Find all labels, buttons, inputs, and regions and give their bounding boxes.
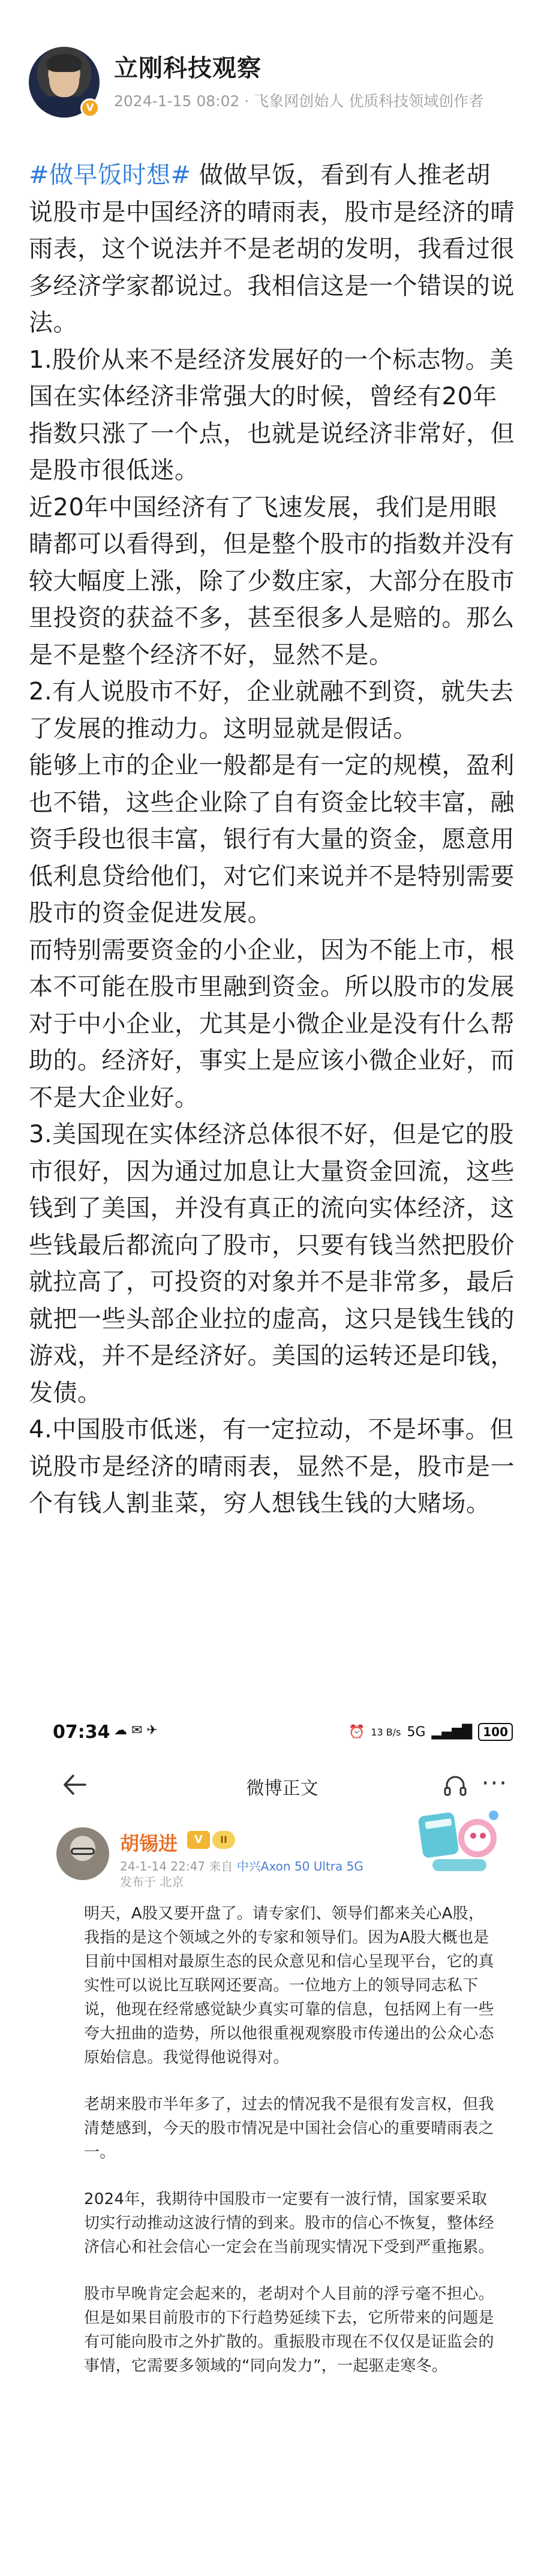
weibo-paragraph: 老胡来股市半年多了，过去的情况我不是很有发言权，但我清楚感到，今天的股市情况是中国社会信心的重要晴雨表之一。 <box>84 2095 494 2161</box>
decorative-sticker-icon <box>414 1802 504 1880</box>
network-speed: 13 B/s <box>371 1726 401 1738</box>
battery-icon: 100 <box>478 1723 513 1741</box>
status-bar <box>48 1716 516 1758</box>
weibo-paragraph: 2024年，我期待中国股市一定要有一波行情，国家要采取切实行动推动这波行情的到来。股市的信心不恢复，整体经济信心和社会信心一定会在当前现实情况下受到严重拖累。 <box>84 2190 494 2256</box>
weibo-paragraph: 股市早晚肯定会起来的，老胡对个人目前的浮亏毫不担心。但是如果目前股市的下行趋势延续下去，它所带来的问题是有可能向股市之外扩散的。重振股市现在不仅仅是证监会的事情，它需要多领域的“同向发力”，一起驱走寒冬。 <box>84 2285 494 2375</box>
signal-5g-icon: 5G <box>407 1724 426 1740</box>
weibo-timestamp: 24-1-14 22:47 <box>120 1859 206 1874</box>
weibo-paragraph: 明天，A股又要开盘了。请专家们、领导们都来关心A股，我指的是这个领域之外的专家和领导们。因为A股大概也是目前中国相对最原生态的民众意见和信心呈现平台，它的真实性可以说比互联网还要高。一位地方上的领导同志私下说，他现在经常感觉缺少真实可靠的信息，包括网上有一些夸大扭曲的造势，所以他很重视观察股市传递出的公众心态原始信息。我觉得他说得对。 <box>84 1905 494 2067</box>
weibo-post-header <box>48 1824 516 1890</box>
embedded-screenshot[interactable] <box>48 1716 516 2576</box>
author-name[interactable]: 立刚科技观察 <box>114 55 262 82</box>
headphones-icon[interactable] <box>442 1772 468 1799</box>
status-time: 07:34 <box>53 1722 110 1743</box>
signal-bars-icon: ▂▄▆█ <box>431 1724 473 1740</box>
vip-crown-icon: V <box>187 1831 210 1849</box>
more-options-icon[interactable]: ··· <box>481 1770 508 1797</box>
alarm-icon: ⏰ <box>348 1724 365 1740</box>
post-body <box>29 157 515 1523</box>
notification-icons: ☁ ✉ ✈ <box>114 1723 158 1738</box>
post-meta: 2024-1-15 08:02 · 飞象网创始人 优质科技领域创作者 <box>114 92 484 110</box>
post-paragraph: 3.美国现在实体经济总体很不好，但是它的股市很好，因为通过加息让大量资金回流，这些钱到了美国，并没有真正的流向实体经济，这些钱最后都流向了股市，只要有钱当然把股价就拉高了，可投资的对象并不是非常多，最后就把一些头部企业拉的虚高，这只是钱生钱的游戏，并不是经济好。美国的运转还是印钱，发债。 <box>29 1121 515 1407</box>
weibo-author-avatar[interactable] <box>56 1827 109 1880</box>
post-paragraph: 2.有人说股市不好，企业就融不到资，就失去了发展的推动力。这明显就是假话。 <box>29 678 514 743</box>
location-text: 发布于 北京 <box>120 1875 184 1889</box>
source-prefix: 来自 <box>209 1859 233 1874</box>
post-paragraph: 而特别需要资金的小企业，因为不能上市，根本不可能在股市里融到资金。所以股市的发展对于中小企业，尤其是小微企业是没有什么帮助的。经济好，事实上是应该小微企业好，而不是大企业好。 <box>29 936 515 1112</box>
device-link[interactable]: 中兴Axon 50 Ultra 5G <box>236 1859 363 1874</box>
weibo-post-body <box>84 1902 498 2401</box>
post-paragraph: 近20年中国经济有了飞速发展，我们是用眼睛都可以看得到，但是整个股市的指数并没有较大幅度上涨，除了少数庄家，大部分在股市里投资的获益不多，甚至很多人是赔的。那么是不是整个经济不好，显然不是。 <box>29 493 515 669</box>
post-paragraph: 4.中国股市低迷，有一定拉动，不是坏事。但说股市是经济的晴雨表，显然不是，股市是一个有钱人割韭菜，穷人想钱生钱的大赌场。 <box>29 1416 515 1517</box>
weibo-post-meta <box>120 1859 363 1890</box>
status-right-group <box>348 1723 513 1741</box>
post-header <box>29 47 521 137</box>
avatar-hair-shape <box>47 54 82 72</box>
verified-v-icon: V <box>80 98 100 118</box>
paragraph-text: 做做早饭，看到有人推老胡说股市是中国经济的晴雨表，股市是经济的晴雨表，这个说法并不是老胡的发明，我看过很多经济学家都说过。我相信这是一个错误的说法。 <box>29 161 515 337</box>
post-paragraph: 1.股价从来不是经济发展好的一个标志物。美国在实体经济非常强大的时候，曾经有20年指数只涨了一个点，也就是说经济非常好，但是股市很低迷。 <box>29 346 515 484</box>
avatar-glasses-shape <box>71 1848 95 1855</box>
level-badge-icon: II <box>212 1831 235 1849</box>
nav-title: 微博正文 <box>246 1778 318 1799</box>
weibo-author-name[interactable]: 胡锡进 <box>120 1832 178 1855</box>
post-paragraph <box>29 157 515 342</box>
hashtag-link[interactable]: #做早饭时想# <box>29 161 191 189</box>
post-paragraph: 能够上市的企业一般都是有一定的规模，盈利也不错，这些企业除了自有资金比较丰富，融资手段也很丰富，银行有大量的资金，愿意用低利息贷给他们，对它们来说并不是特别需要股市的资金促进发展。 <box>29 752 515 927</box>
